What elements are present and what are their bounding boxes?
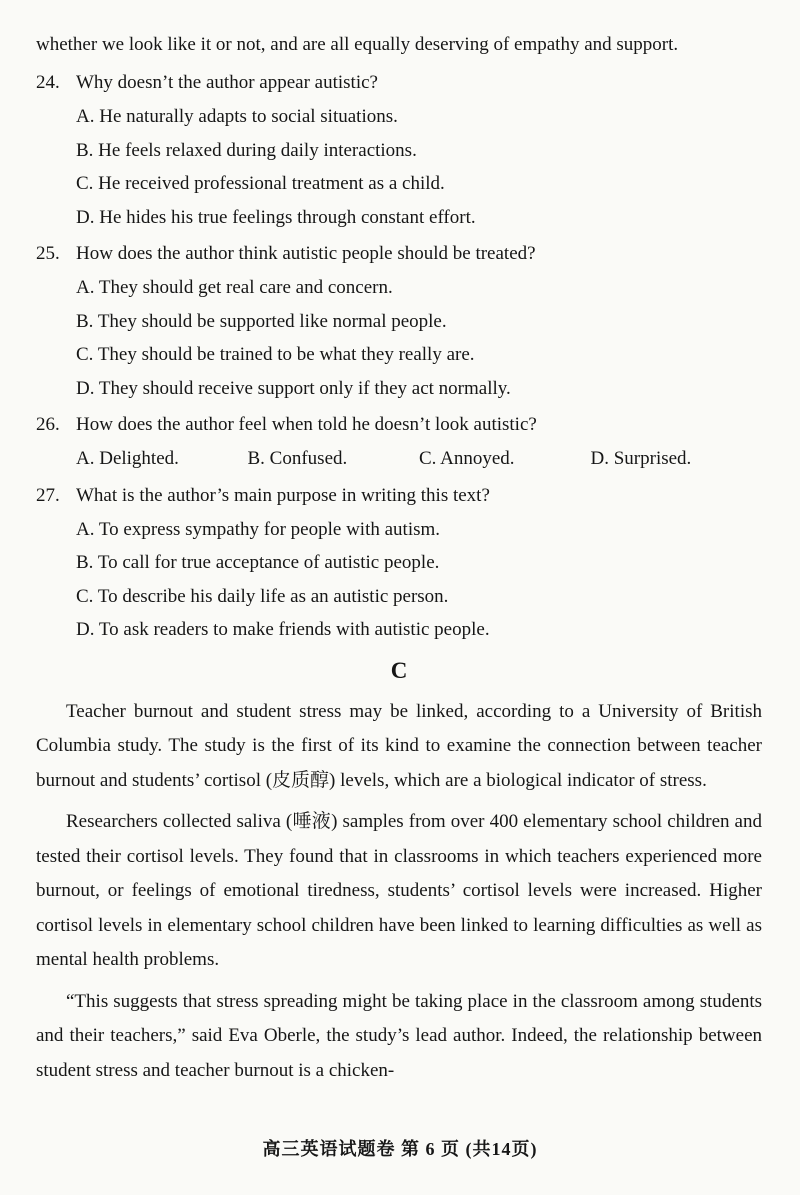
option-d: D. To ask readers to make friends with autistic people. — [76, 619, 490, 640]
passage-paragraph-1: Teacher burnout and student stress may be linked, according to a University of British Columbia study. The study is the first of its kind to examine the connection between teacher burnout and students’ cortisol (皮质醇) levels, which are a biological indicator of stress. — [36, 700, 762, 791]
option-a: A. They should get real care and concern. — [76, 277, 393, 298]
option-d: D. Surprised. — [590, 448, 692, 469]
option-d: D. They should receive support only if they act normally. — [76, 377, 511, 399]
question-block-27 — [36, 479, 762, 647]
section-heading-c: C — [390, 657, 408, 683]
question-stem — [36, 479, 762, 513]
option-a: A. He naturally adapts to social situations. — [76, 106, 398, 127]
question-stem — [36, 408, 762, 442]
option-c: C. They should be trained to be what they really are. — [76, 344, 475, 365]
page-footer: 高三英语试题卷 第 6 页 (共14页) — [262, 1139, 538, 1159]
question-number: 27. — [36, 484, 60, 506]
question-stem — [36, 66, 762, 100]
option-a: A. To express sympathy for people with autism. — [76, 518, 441, 540]
option-c: C. To describe his daily life as an autistic person. — [76, 585, 449, 607]
question-text: How does the author think autistic people should be treated? — [76, 243, 536, 264]
inline-options-row — [76, 442, 762, 476]
continuation-text: whether we look like it or not, and are all equally deserving of empathy and support. — [36, 34, 679, 55]
option-b: B. He feels relaxed during daily interactions. — [76, 139, 417, 161]
question-number: 24. — [36, 72, 60, 93]
option-b: B. Confused. — [247, 448, 348, 469]
option-d: D. He hides his true feelings through constant effort. — [76, 206, 476, 228]
question-text: What is the author’s main purpose in writing this text? — [76, 484, 490, 506]
option-b: B. They should be supported like normal people. — [76, 310, 447, 332]
option-c: C. Annoyed. — [419, 448, 515, 469]
question-number: 26. — [36, 414, 60, 435]
exam-paper-page — [36, 28, 762, 1159]
option-b: B. To call for true acceptance of autistic people. — [76, 552, 440, 573]
question-block-25 — [36, 237, 762, 405]
option-a: A. Delighted. — [76, 448, 179, 469]
question-block-26 — [36, 408, 762, 476]
question-stem — [36, 237, 762, 271]
passage-paragraph-3: “This suggests that stress spreading might be taking place in the classroom among students and their teachers,” said Eva Oberle, the study’s lead author. Indeed, the relationship between student stress and teacher burnout is a chicken- — [36, 990, 762, 1081]
question-text: How does the author feel when told he doesn’t look autistic? — [76, 414, 537, 435]
passage-paragraph-2: Researchers collected saliva (唾液) samples from over 400 elementary school children and tested their cortisol levels. They found that in classrooms in which teachers experienced more burnout, or feelings of emotional tiredness, students’ cortisol levels were increased. Higher cortisol levels in elementary school children have been linked to learning difficulties as well as mental health problems. — [36, 811, 762, 970]
question-text: Why doesn’t the author appear autistic? — [76, 72, 378, 93]
question-block-24 — [36, 66, 762, 234]
option-c: C. He received professional treatment as a child. — [76, 173, 445, 194]
question-number: 25. — [36, 243, 60, 264]
